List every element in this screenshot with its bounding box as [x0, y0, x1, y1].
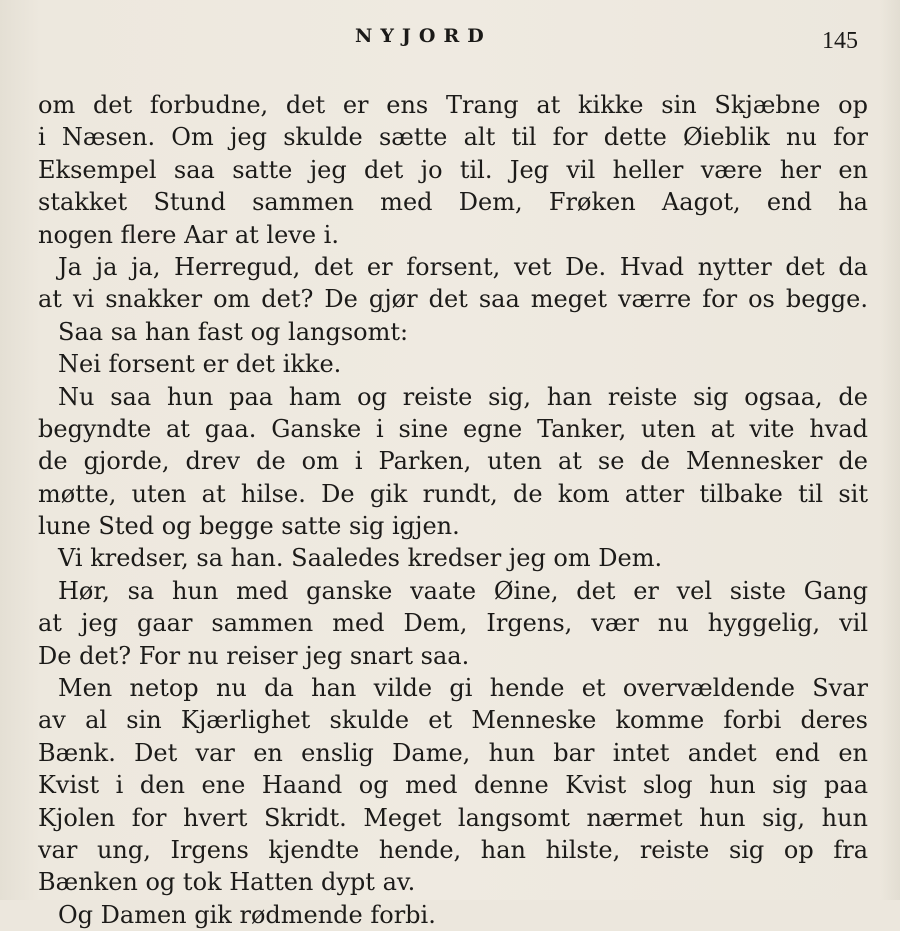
text-line: Og Damen gik rødmende forbi. [58, 900, 436, 929]
text-line: de gjorde, drev de om i Parken, uten at se de Mennesker de [38, 447, 868, 476]
text-line: av al sin Kjærlighet skulde et Menneske komme forbi deres [38, 706, 868, 735]
text-line: stakket Stund sammen med Dem, Frøken Aagot, end ha [38, 188, 868, 217]
body-text [38, 89, 868, 929]
text-line: Kjolen for hvert Skridt. Meget langsomt nærmet hun sig, hun [38, 803, 868, 832]
text-line: Nei forsent er det ikke. [58, 350, 342, 379]
text-line: lune Sted og begge satte sig igjen. [38, 512, 460, 541]
text-line: møtte, uten at hilse. De gik rundt, de kom atter tilbake til sit [38, 479, 868, 508]
text-line: Nu saa hun paa ham og reiste sig, han reiste sig ogsaa, de [58, 382, 868, 411]
text-line: at vi snakker om det? De gjør det saa meget værre for os begge. [38, 285, 868, 314]
page-number: 145 [822, 28, 858, 54]
text-line: i Næsen. Om jeg skulde sætte alt til for dette Øieblik nu for [38, 123, 868, 152]
page-header [0, 22, 900, 58]
text-line: Kvist i den ene Haand og med denne Kvist slog hun sig paa [38, 771, 868, 800]
text-line: Bænken og tok Hatten dypt av. [38, 868, 416, 897]
text-line: Men netop nu da han vilde gi hende et overvældende Svar [58, 674, 868, 703]
text-line: Hør, sa hun med ganske vaate Øine, det er vel siste Gang [58, 576, 868, 605]
text-line: Saa sa han fast og langsomt: [58, 317, 409, 346]
text-line: om det forbudne, det er ens Trang at kikke sin Skjæbne op [38, 91, 868, 119]
text-line: Ja ja ja, Herregud, det er forsent, vet De. Hvad nytter det da [58, 252, 868, 281]
text-line: nogen flere Aar at leve i. [38, 220, 339, 249]
text-line: Eksempel saa satte jeg det jo til. Jeg vil heller være her en [38, 155, 868, 184]
running-head: NYJORD [355, 25, 492, 47]
text-line: Bænk. Det var en enslig Dame, hun bar intet andet end en [38, 738, 868, 767]
text-line: begyndte at gaa. Ganske i sine egne Tanker, uten at vite hvad [38, 414, 868, 443]
text-line: De det? For nu reiser jeg snart saa. [38, 641, 470, 670]
text-line: var ung, Irgens kjendte hende, han hilste, reiste sig op fra [38, 835, 868, 864]
text-line: Vi kredser, sa han. Saaledes kredser jeg om Dem. [58, 544, 663, 573]
text-line: at jeg gaar sammen med Dem, Irgens, vær nu hyggelig, vil [38, 609, 868, 638]
